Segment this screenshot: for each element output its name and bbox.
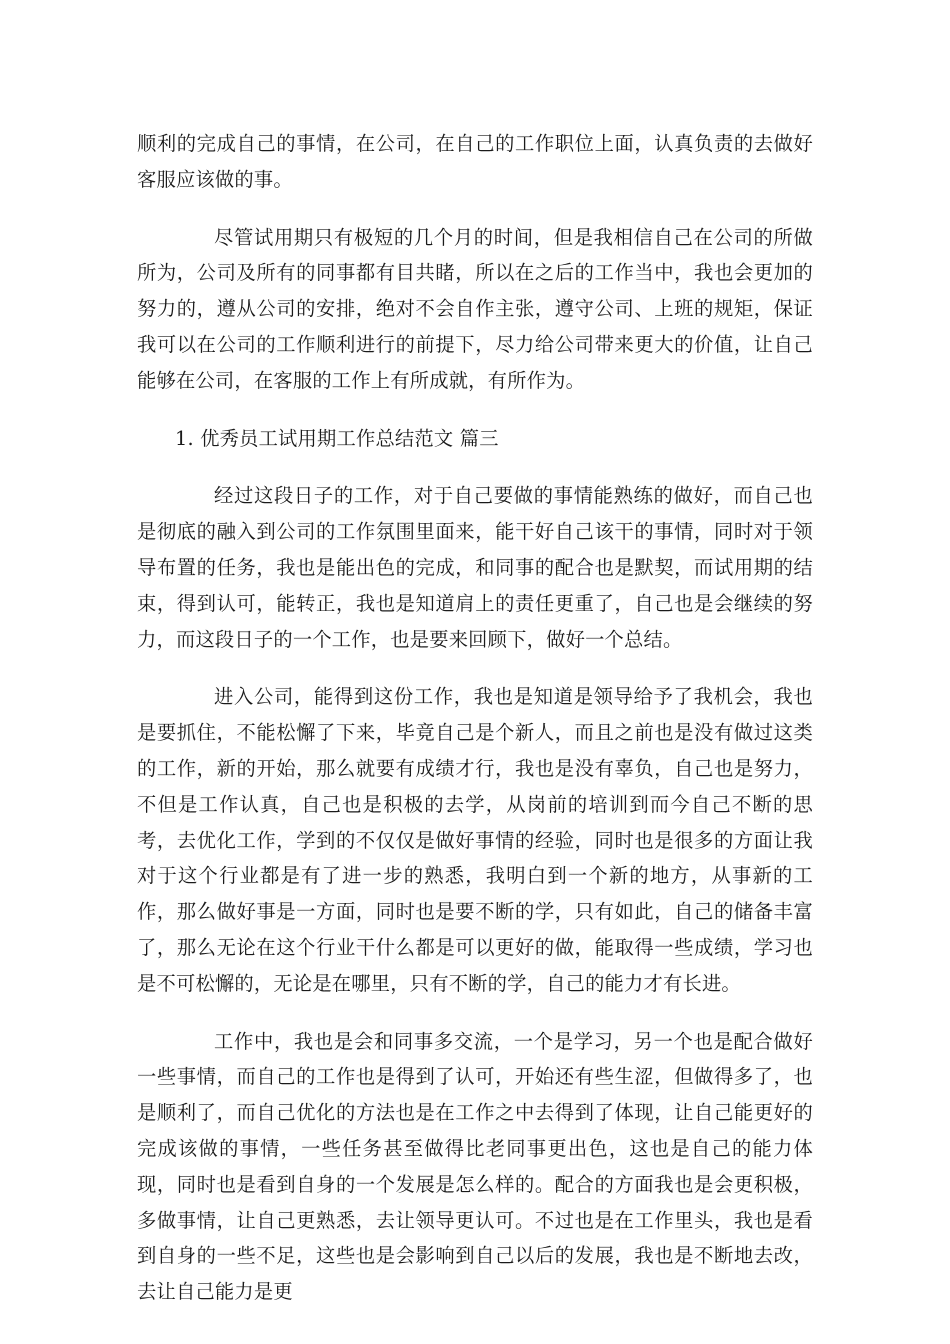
paragraph-work-overview: 经过这段日子的工作，对于自己要做的事情能熟练的做好，而自己也是彻底的融入到公司的工作氛围里面来，能干好自己该干的事情，同时对于领导布置的任务，我也是能出色的完成，和同事的配合也是默契，而试用期的结束，得到认可，能转正，我也是知道肩上的责任更重了，自己也是会继续的努力，而这段日子的一个工作，也是要来回顾下，做好一个总结。 bbox=[137, 484, 813, 651]
paragraph-teamwork: 工作中，我也是会和同事多交流，一个是学习，另一个也是配合做好一些事情，而自己的工作也是得到了认可，开始还有些生涩，但做得多了，也是顺利了，而自己优化的方法也是在工作之中去得到了体现，让自己能更好的完成该做的事情，一些任务甚至做得比老同事更出色，这也是自己的能力体现，同时也是看到自身的一个发展是怎么样的。配合的方面我也是会更积极，多做事情，让自己更熟悉，去让领导更认可。不过也是在工作里头，我也是看到自身的一些不足，这些也是会影响到自己以后的发展，我也是不断地去改，去让自己能力是更 bbox=[137, 1029, 813, 1304]
document-body bbox=[137, 126, 813, 1332]
section-heading: 1. 优秀员工试用期工作总结范文 篇三 bbox=[175, 426, 499, 450]
paragraph-continuation: 顺利的完成自己的事情，在公司，在自己的工作职位上面，认真负责的去做好客服应该做的事。 bbox=[137, 132, 813, 191]
paragraph-joining-company: 进入公司，能得到这份工作，我也是知道是领导给予了我机会，我也是要抓住，不能松懈了下来，毕竟自己是个新人，而且之前也是没有做过这类的工作，新的开始，那么就要有成绩才行，我也是没有辜负，自己也是努力，不但是工作认真，自己也是积极的去学，从岗前的培训到而今自己不断的思考，去优化工作，学到的不仅仅是做好事情的经验，同时也是很多的方面让我对于这个行业都是有了进一步的熟悉，我明白到一个新的地方，从事新的工作，那么做好事是一方面，同时也是要不断的学，只有如此，自己的储备丰富了，那么无论在这个行业干什么都是可以更好的做，能取得一些成绩，学习也是不可松懈的，无论是在哪里，只有不断的学，自己的能力才有长进。 bbox=[137, 685, 813, 995]
paragraph-probation-commitment: 尽管试用期只有极短的几个月的时间，但是我相信自己在公司的所做所为，公司及所有的同事都有目共睹，所以在之后的工作当中，我也会更加的努力的，遵从公司的安排，绝对不会自作主张，遵守公司、上班的规矩，保证我可以在公司的工作顺利进行的前提下，尽力给公司带来更大的价值，让自己能够在公司，在客服的工作上有所成就，有所作为。 bbox=[137, 225, 813, 392]
